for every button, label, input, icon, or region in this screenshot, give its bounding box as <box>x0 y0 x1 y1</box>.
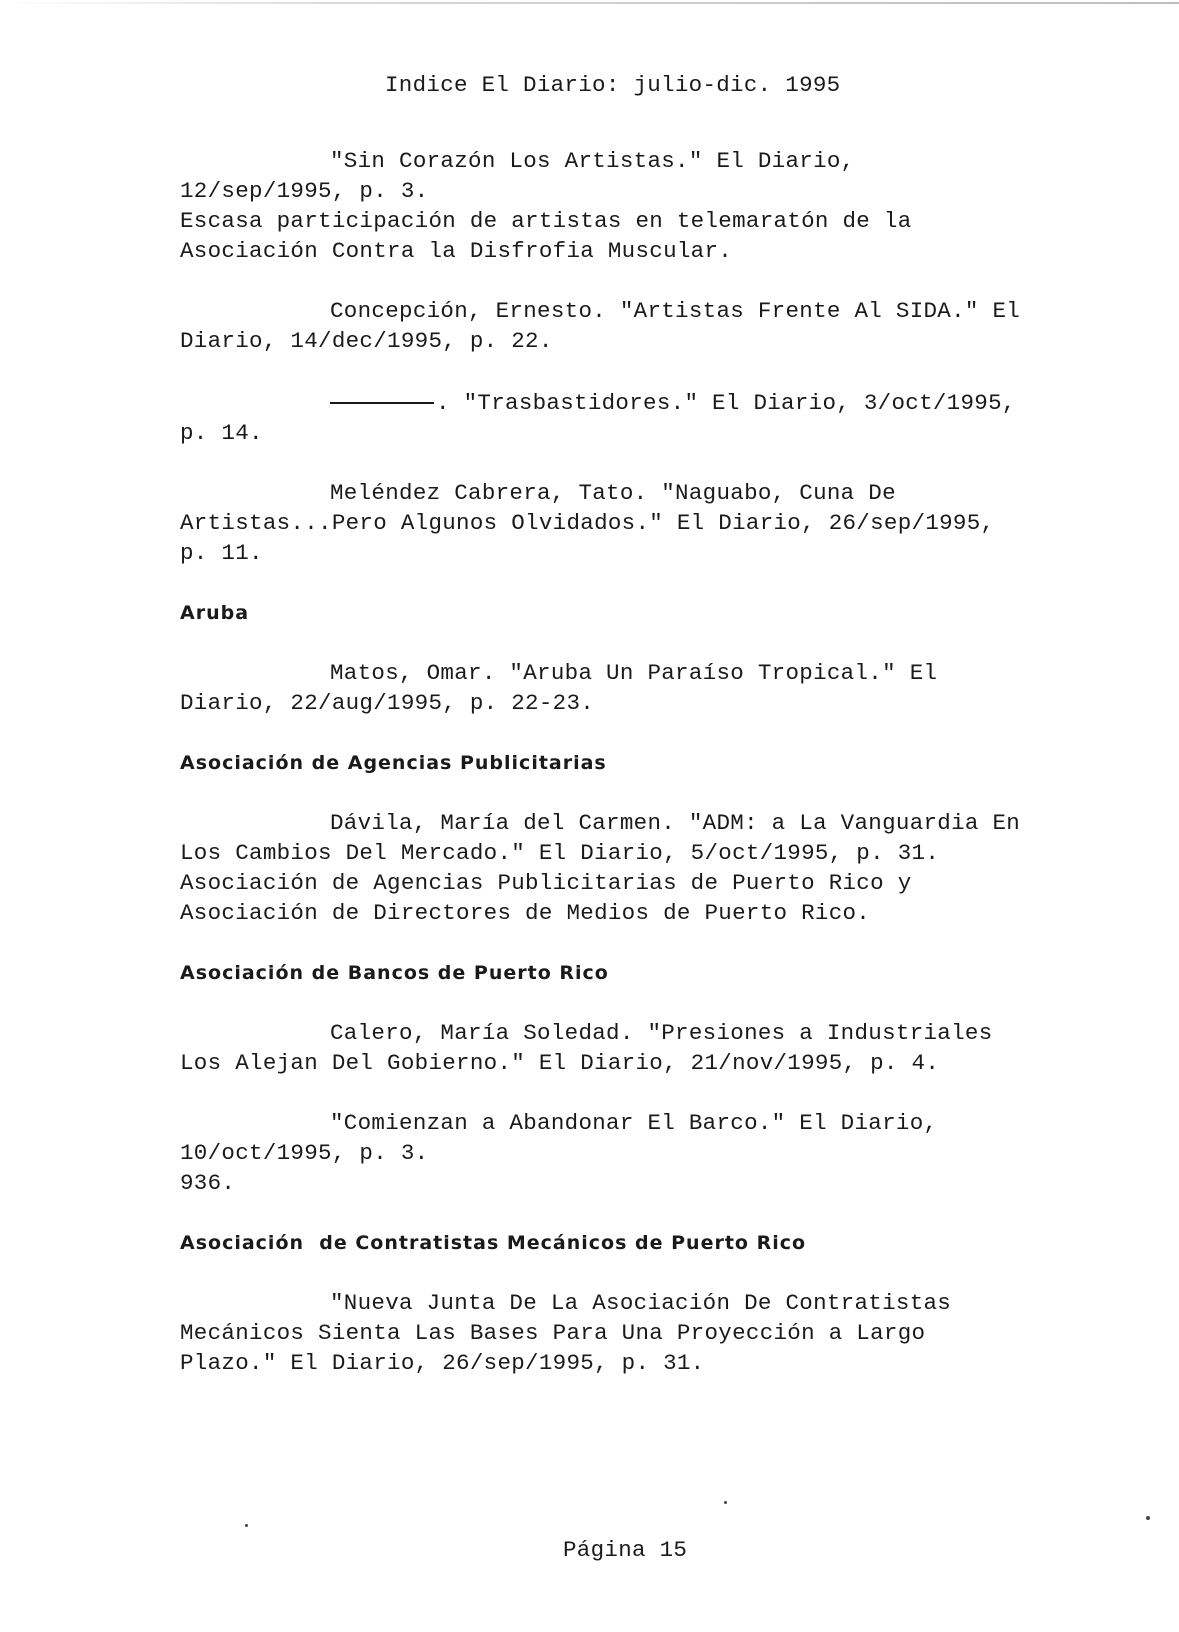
entry-line: Escasa participación de artistas en telemaratón de la <box>180 208 912 234</box>
entry-line: Matos, Omar. "Aruba Un Paraíso Tropical." El <box>330 660 938 686</box>
entry-line: 936. <box>180 1170 236 1196</box>
entry-line: "Sin Corazón Los Artistas." El Diario, <box>330 148 855 174</box>
section-heading: Aruba <box>180 602 250 624</box>
entry-line: Mecánicos Sienta Las Bases Para Una Proyección a Largo <box>180 1320 926 1346</box>
scan-speck <box>724 1501 727 1504</box>
section-heading: Asociación de Contratistas Mecánicos de Puerto Rico <box>180 1232 807 1254</box>
page-number: Página 15 <box>563 1537 688 1563</box>
entry-line: p. 14. <box>180 420 263 446</box>
page-title: Indice El Diario: julio-dic. 1995 <box>385 72 841 98</box>
entry-line: Meléndez Cabrera, Tato. "Naguabo, Cuna De <box>330 480 896 506</box>
entry-line: Los Cambios Del Mercado." El Diario, 5/oct/1995, p. 31. <box>180 840 940 866</box>
entry-line: Diario, 22/aug/1995, p. 22-23. <box>180 690 595 716</box>
entry-line: 12/sep/1995, p. 3. <box>180 178 429 204</box>
entry-line: 10/oct/1995, p. 3. <box>180 1140 429 1166</box>
page-edge <box>0 2 1179 4</box>
entry-line: Artistas...Pero Algunos Olvidados." El Diario, 26/sep/1995, <box>180 510 995 536</box>
entry-line: "Comienzan a Abandonar El Barco." El Diario, <box>330 1110 938 1136</box>
entry-line: Asociación de Agencias Publicitarias de Puerto Rico y <box>180 870 912 896</box>
entry-line: Concepción, Ernesto. "Artistas Frente Al SIDA." El <box>330 298 1021 324</box>
entry-line: "Nueva Junta De La Asociación De Contratistas <box>330 1290 952 1316</box>
scan-speck <box>1146 1516 1150 1520</box>
entry-line: p. 11. <box>180 540 263 566</box>
repeated-author-rule <box>330 402 434 404</box>
entry-line: Dávila, María del Carmen. "ADM: a La Vanguardia En <box>330 810 1021 836</box>
scan-speck <box>245 1524 248 1527</box>
section-heading: Asociación de Agencias Publicitarias <box>180 752 607 774</box>
section-heading: Asociación de Bancos de Puerto Rico <box>180 962 609 984</box>
entry-line: Asociación de Directores de Medios de Puerto Rico. <box>180 900 871 926</box>
entry-line: Diario, 14/dec/1995, p. 22. <box>180 328 553 354</box>
entry-line: Plazo." El Diario, 26/sep/1995, p. 31. <box>180 1350 705 1376</box>
entry-line: Asociación Contra la Disfrofia Muscular. <box>180 238 733 264</box>
entry-line: . "Trasbastidores." El Diario, 3/oct/1995, <box>436 390 1016 416</box>
entry-line: Calero, María Soledad. "Presiones a Industriales <box>330 1020 993 1046</box>
entry-line: Los Alejan Del Gobierno." El Diario, 21/nov/1995, p. 4. <box>180 1050 940 1076</box>
